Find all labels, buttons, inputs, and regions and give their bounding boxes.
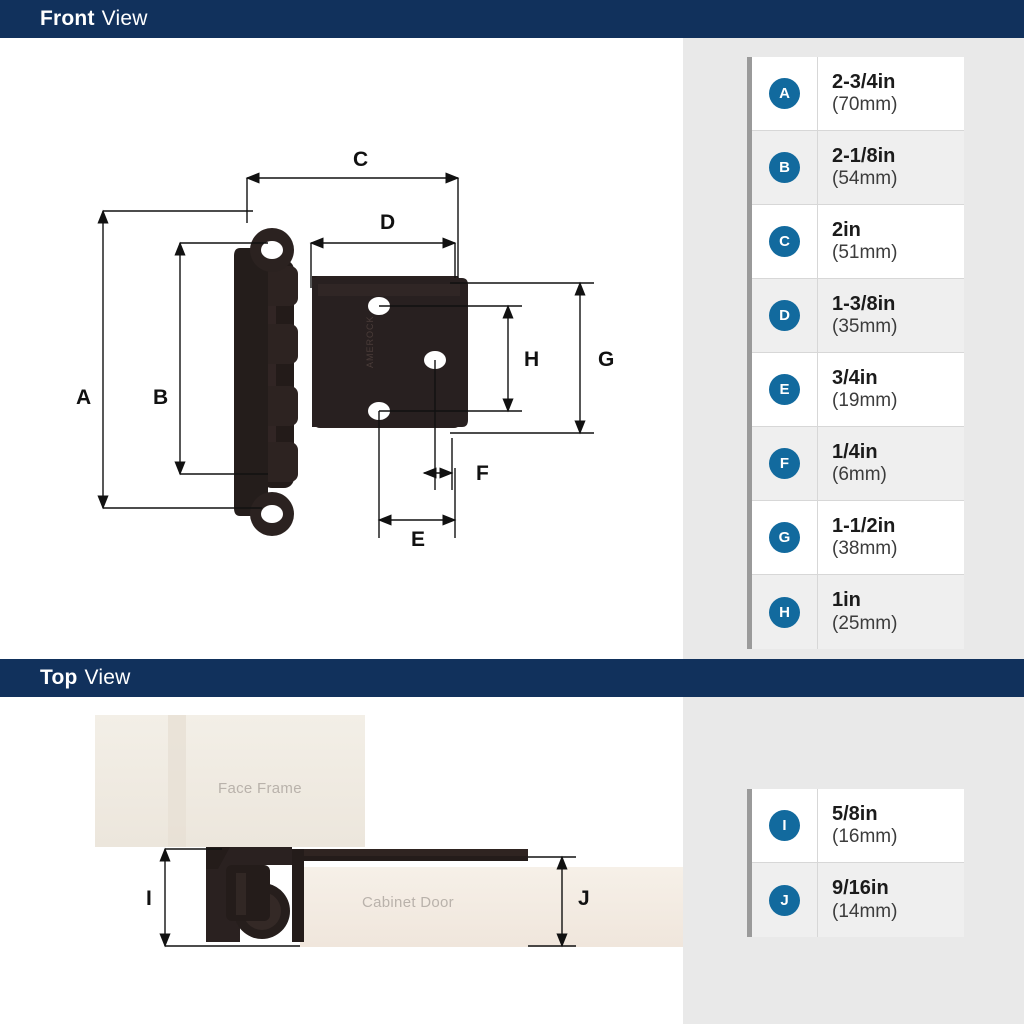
dim-label-d: D bbox=[380, 211, 396, 234]
dim-label-f: F bbox=[476, 462, 489, 485]
dim-label-c: C bbox=[353, 148, 369, 171]
legend-imperial: 1-3/8in bbox=[832, 292, 896, 315]
legend-row bbox=[752, 789, 964, 863]
legend-metric: (6mm) bbox=[832, 464, 887, 486]
legend-imperial: 2-3/4in bbox=[832, 70, 896, 93]
badge-b: B bbox=[769, 152, 800, 183]
dim-label-h: H bbox=[524, 348, 540, 371]
dim-label-a: A bbox=[76, 386, 92, 409]
legend-row bbox=[752, 353, 964, 427]
top-view-header bbox=[0, 659, 1024, 697]
badge-a: A bbox=[769, 78, 800, 109]
legend-metric: (51mm) bbox=[832, 242, 898, 264]
top-view-title-light: View bbox=[84, 666, 131, 689]
badge-g: G bbox=[769, 522, 800, 553]
legend-imperial: 1in bbox=[832, 589, 861, 611]
dim-label-e: E bbox=[411, 528, 426, 551]
top-view-legend-table bbox=[747, 789, 964, 937]
front-view-legend-table bbox=[747, 57, 964, 649]
legend-row bbox=[752, 279, 964, 353]
legend-metric: (54mm) bbox=[832, 168, 898, 190]
legend-row bbox=[752, 205, 964, 279]
badge-c: C bbox=[769, 226, 800, 257]
front-view-header bbox=[0, 0, 1024, 38]
legend-row bbox=[752, 863, 964, 937]
legend-badge-cell bbox=[752, 863, 818, 937]
legend-imperial: 3/4in bbox=[832, 366, 878, 389]
legend-badge-cell bbox=[752, 789, 818, 862]
front-view-drawing bbox=[0, 38, 683, 659]
legend-value bbox=[818, 71, 897, 117]
legend-imperial: 9/16in bbox=[832, 877, 889, 899]
legend-metric: (70mm) bbox=[832, 94, 898, 116]
badge-e: E bbox=[769, 374, 800, 405]
legend-value bbox=[818, 803, 897, 849]
legend-badge-cell bbox=[752, 205, 818, 278]
legend-value bbox=[818, 219, 897, 265]
legend-row bbox=[752, 575, 964, 649]
legend-imperial: 2-1/8in bbox=[832, 144, 896, 167]
legend-badge-cell bbox=[752, 501, 818, 574]
badge-f: F bbox=[769, 448, 800, 479]
legend-value bbox=[818, 441, 887, 487]
top-view-title-bold: Top bbox=[40, 666, 78, 689]
legend-imperial: 2in bbox=[832, 218, 861, 241]
legend-value bbox=[818, 145, 897, 191]
legend-imperial: 1/4in bbox=[832, 440, 878, 463]
legend-metric: (16mm) bbox=[832, 826, 898, 848]
cabinet-door-label: Cabinet Door bbox=[362, 894, 454, 911]
svg-text:AMEROCK: AMEROCK bbox=[365, 315, 375, 368]
top-view-svg bbox=[0, 697, 683, 1024]
legend-imperial: 5/8in bbox=[832, 802, 878, 825]
legend-metric: (35mm) bbox=[832, 316, 898, 338]
front-view-svg bbox=[0, 38, 683, 659]
badge-i: I bbox=[769, 810, 800, 841]
legend-imperial: 1-1/2in bbox=[832, 514, 896, 537]
legend-metric: (38mm) bbox=[832, 538, 898, 560]
front-view-title-bold: Front bbox=[40, 7, 95, 30]
dim-label-b: B bbox=[153, 386, 169, 409]
legend-row bbox=[752, 57, 964, 131]
legend-metric: (25mm) bbox=[832, 612, 898, 634]
badge-d: D bbox=[769, 300, 800, 331]
dim-label-i: I bbox=[146, 887, 152, 910]
legend-badge-cell bbox=[752, 427, 818, 500]
badge-h: H bbox=[769, 597, 800, 628]
badge-j: J bbox=[769, 885, 800, 916]
face-frame-label: Face Frame bbox=[218, 780, 302, 797]
front-view-title-light: View bbox=[101, 7, 148, 30]
legend-badge-cell bbox=[752, 57, 818, 130]
dim-label-g: G bbox=[598, 348, 615, 371]
legend-row bbox=[752, 427, 964, 501]
legend-badge-cell bbox=[752, 575, 818, 649]
legend-badge-cell bbox=[752, 353, 818, 426]
legend-badge-cell bbox=[752, 131, 818, 204]
legend-badge-cell bbox=[752, 279, 818, 352]
legend-metric: (19mm) bbox=[832, 390, 898, 412]
legend-value bbox=[818, 877, 897, 923]
top-view-drawing bbox=[0, 697, 683, 1024]
legend-row bbox=[752, 501, 964, 575]
cabinet-door-ghost bbox=[300, 867, 683, 947]
dim-label-j: J bbox=[578, 887, 590, 910]
legend-metric: (14mm) bbox=[832, 900, 898, 922]
legend-value bbox=[818, 589, 897, 635]
legend-value bbox=[818, 293, 897, 339]
legend-value bbox=[818, 515, 897, 561]
hinge-front-artwork bbox=[234, 228, 468, 536]
legend-row bbox=[752, 131, 964, 205]
legend-value bbox=[818, 367, 897, 413]
